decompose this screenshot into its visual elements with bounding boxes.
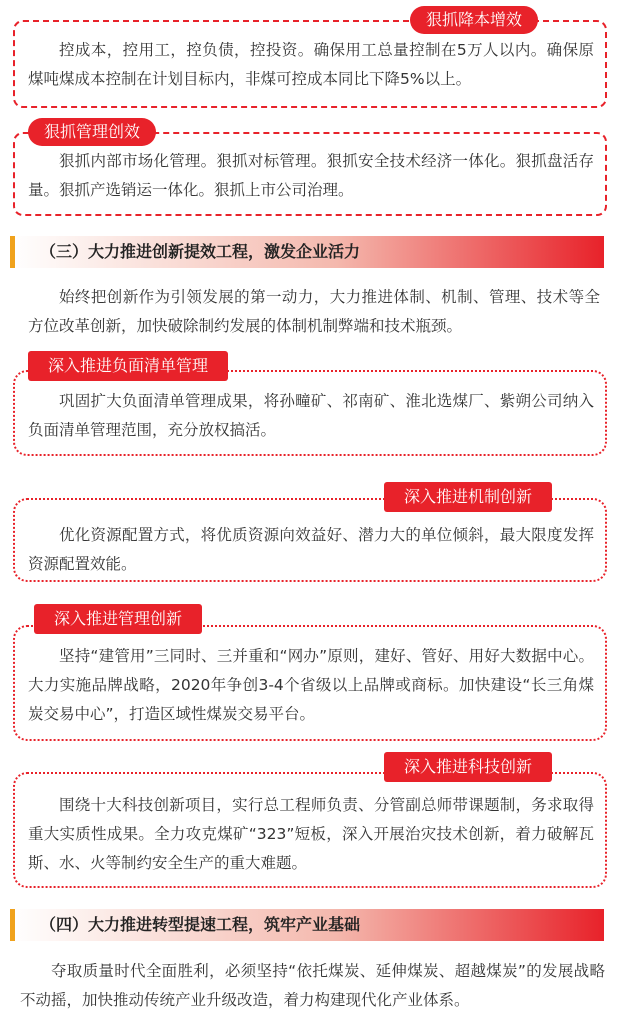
cost-reduction-tag: 狠抓降本增效 bbox=[410, 6, 538, 34]
mechanism-innovation-tag: 深入推进机制创新 bbox=[384, 482, 552, 512]
negative-list-text: 巩固扩大负面清单管理成果，将孙疃矿、祁南矿、淮北选煤厂、紫朔公司纳入负面清单管理范围，充分放权搞活。 bbox=[28, 392, 594, 439]
section-3-bar bbox=[10, 236, 15, 268]
management-efficiency-text: 狠抓内部市场化管理。狠抓对标管理。狠抓安全技术经济一体化。狠抓盘活存量。狠抓产选销运一体化。狠抓上市公司治理。 bbox=[28, 152, 594, 199]
section-4-intro: 夺取质量时代全面胜利，必须坚持“依托煤炭、延伸煤炭、超越煤炭”的发展战略不动摇，加快推动传统产业升级改造，着力构建现代化产业体系。 bbox=[20, 962, 605, 1009]
management-innovation-tag: 深入推进管理创新 bbox=[34, 604, 202, 634]
section-4-header bbox=[10, 909, 604, 941]
tech-innovation-text: 围绕十大科技创新项目，实行总工程师负责、分管副总师带课题制，务求取得重大实质性成果。全力攻克煤矿“323”短板，深入开展治灾技术创新，着力破解瓦斯、水、火等制约安全生产的重大难题。 bbox=[28, 796, 594, 872]
negative-list-tag: 深入推进负面清单管理 bbox=[28, 351, 228, 381]
section-4-title: （四）大力推进转型提速工程，筑牢产业基础 bbox=[40, 915, 361, 934]
section-4-bar bbox=[10, 909, 15, 941]
section-3-intro: 始终把创新作为引领发展的第一动力，大力推进体制、机制、管理、技术等全方位改革创新，加快破除制约发展的体制机制弊端和技术瓶颈。 bbox=[28, 288, 600, 335]
section-3-header bbox=[10, 236, 604, 268]
management-innovation-text: 坚持“建管用”三同时、三并重和“网办”原则，建好、管好、用好大数据中心。大力实施品牌战略，2020年争创3-4个省级以上品牌或商标。加快建设“长三角煤炭交易中心”，打造区域性煤炭交易平台。 bbox=[28, 647, 594, 723]
mechanism-innovation-text: 优化资源配置方式，将优质资源向效益好、潜力大的单位倾斜，最大限度发挥资源配置效能。 bbox=[28, 526, 594, 573]
tech-innovation-tag: 深入推进科技创新 bbox=[384, 752, 552, 782]
cost-reduction-text: 控成本，控用工，控负债，控投资。确保用工总量控制在5万人以内。确保原煤吨煤成本控制在计划目标内，非煤可控成本同比下降5%以上。 bbox=[28, 41, 594, 88]
section-3-title: （三）大力推进创新提效工程，激发企业活力 bbox=[40, 242, 361, 261]
management-efficiency-tag: 狠抓管理创效 bbox=[28, 118, 156, 146]
